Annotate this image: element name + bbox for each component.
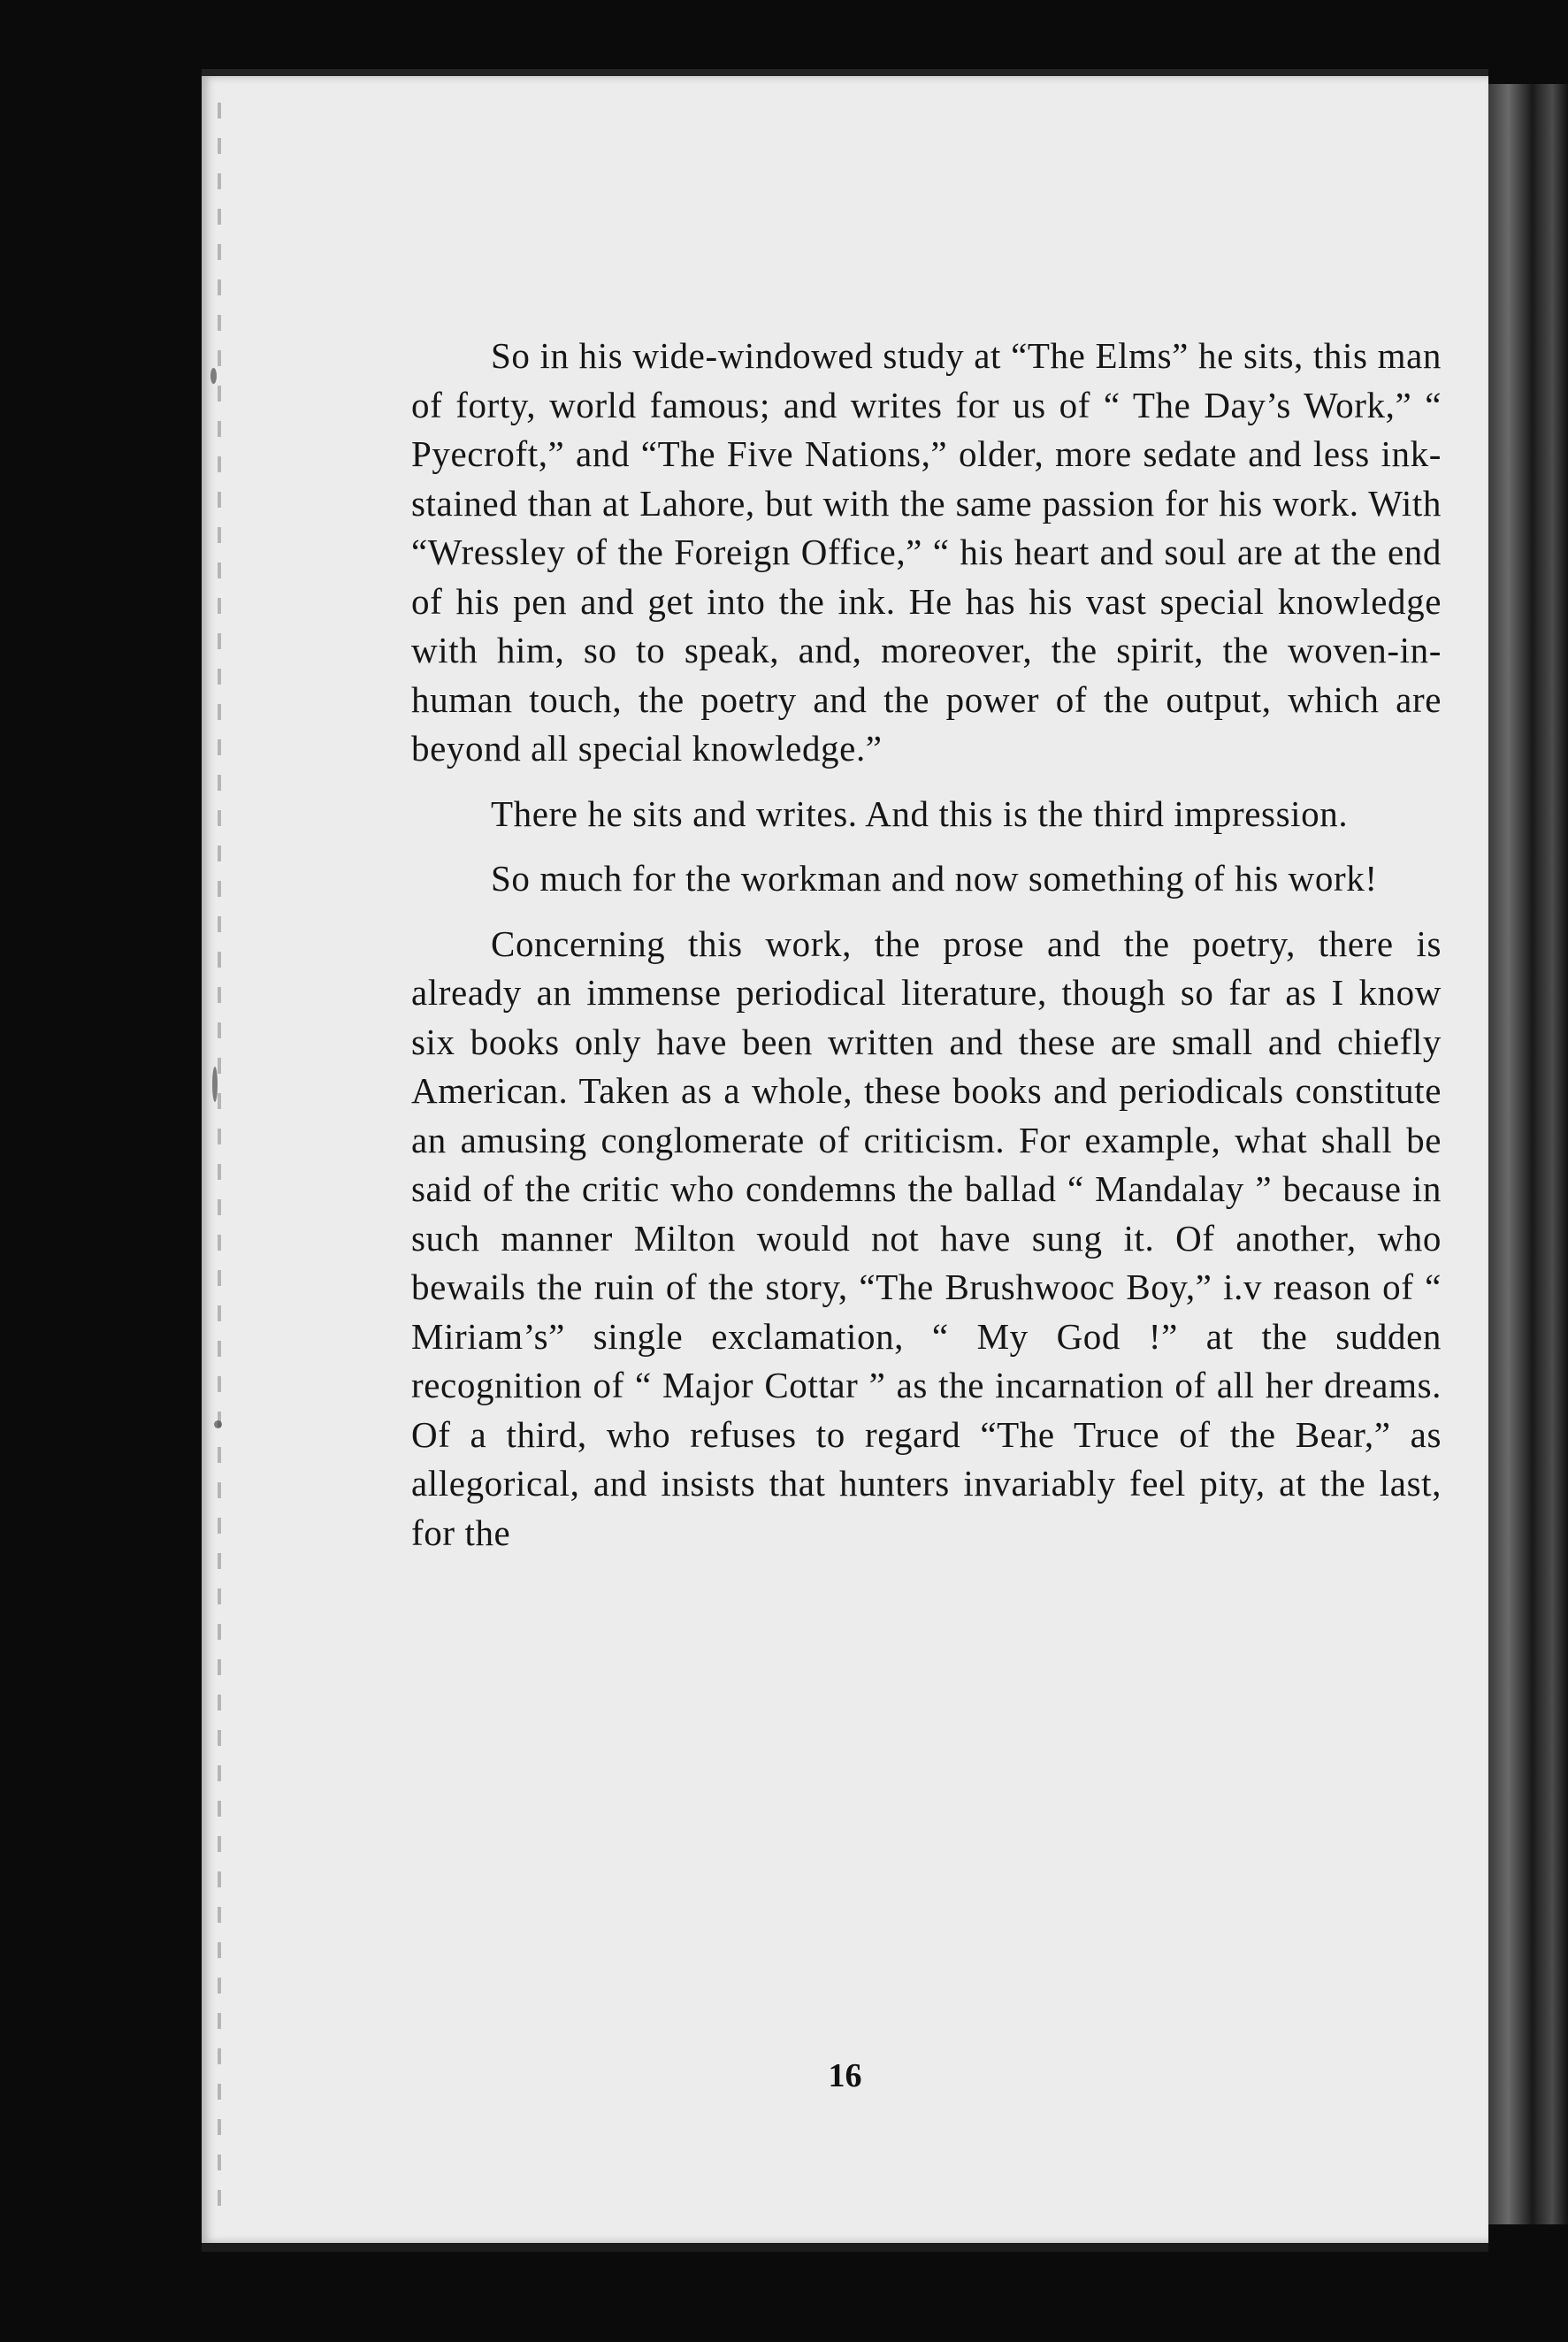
paragraph-third-impression: There he sits and writes. And this is the third impression. (491, 792, 1349, 834)
paragraph-workman: So much for the workman and now something of his work! (491, 858, 1378, 899)
ink-speck (212, 1067, 218, 1102)
paragraph-study: So in his wide-windowed study at “The Elms” he sits, this man of forty, world famous; and writes for us of “ The Day’s Work,” “ Pyecroft,” and “The Five Nations,” older, more sedate and less ink-stained than at Lahore, but with the same passion for his work. With “Wressley of the Foreign Office,” “ his heart and soul are at the end of his pen and get into the ink. He has his vast special knowledge with him, so to speak, and, moreover, the spirit, the woven-in- human touch, the poetry and the power of the output, which are beyond all special knowledge.” (411, 335, 1442, 769)
page-number: 16 (828, 2057, 862, 2094)
paragraph-criticism: Concerning this work, the prose and the poetry, there is already an immense periodical literature, though so far as I know six books only have been written and these are small and chiefly American. Taken as a whole, these books and periodicals constitute an amusing conglomerate of criticism. For example, what shall be said of the critic who condemns the ballad “ Mandalay ” because in such manner Milton would not have sung it. Of another, who bewails the ruin of the story, “The Brushwooc Boy,” i.v reason of “ Miriam’s” single exclamation, “ My God !” at the sudden recognition of “ Major Cottar ” as the incarnation of all her dreams. Of a third, who refuses to regard “The Truce of the Bear,” as allegorical, and insists that hunters invariably feel pity, at the last, for the (411, 922, 1442, 1553)
ink-speck (210, 368, 217, 384)
body-text (411, 332, 1442, 1573)
book-spine-edge (1488, 84, 1568, 2224)
ink-speck (214, 1420, 222, 1428)
